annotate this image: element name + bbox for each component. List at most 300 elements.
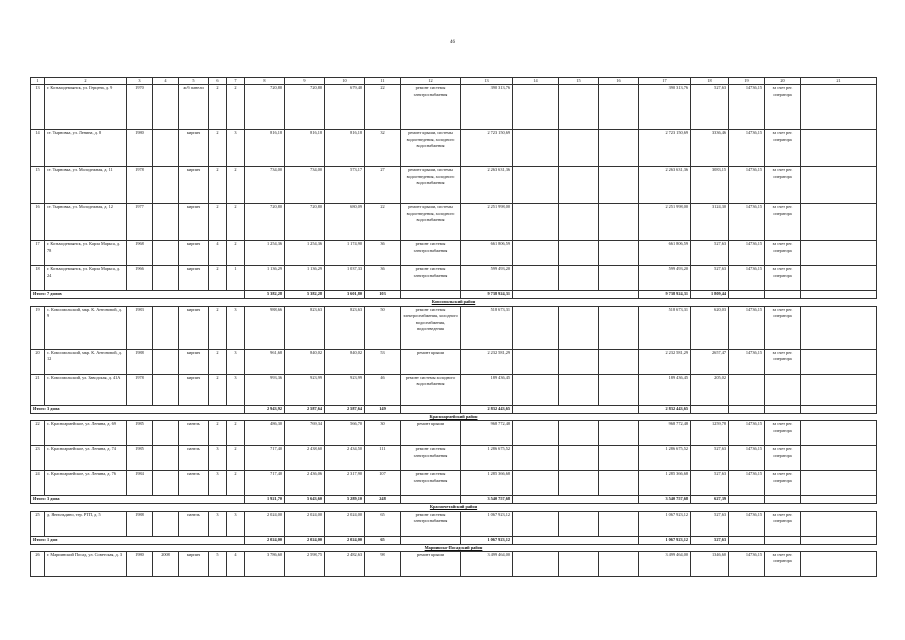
table-cell: 46: [365, 374, 401, 405]
subtotal-cell: [729, 291, 765, 299]
subtotal-cell: [729, 536, 765, 544]
table-cell: 1984: [127, 471, 153, 496]
table-row: [31, 421, 877, 446]
subtotal-cell: [729, 496, 765, 504]
table-cell: 14736,15: [729, 266, 765, 291]
table-cell: 14736,15: [729, 349, 765, 374]
table-cell: [801, 349, 877, 374]
table-cell: 518 673,31: [639, 306, 691, 349]
table-cell: 527,63: [691, 471, 729, 496]
table-cell: 14736,15: [729, 85, 765, 130]
table-cell: 1988: [127, 511, 153, 536]
table-cell: 20: [31, 349, 45, 374]
table-cell: 527,63: [691, 241, 729, 266]
table-cell: 2 232 581,29: [639, 349, 691, 374]
table-cell: кирпич: [179, 374, 209, 405]
table-cell: ремонт крыши: [401, 552, 461, 577]
subtotal-cell: 5 382,28: [285, 291, 325, 299]
table-cell: ремонт крыши: [401, 421, 461, 446]
table-cell: с. Красноармейское, ул. Ленина, д. 76: [45, 471, 127, 496]
table-cell: кирпич: [179, 266, 209, 291]
table-row: [31, 446, 877, 471]
subtotal-cell: 2 832 443,65: [639, 405, 691, 413]
table-cell: за счет рег. оператора: [765, 552, 801, 577]
table-cell: 1346,60: [691, 552, 729, 577]
table-cell: 1 286 675,52: [639, 446, 691, 471]
table-cell: 2: [227, 446, 245, 471]
table-cell: 923,99: [325, 374, 365, 405]
subtotal-cell: 149: [365, 405, 401, 413]
table-cell: [801, 471, 877, 496]
table-cell: [153, 130, 179, 167]
table-cell: [801, 374, 877, 405]
table-cell: 2 317,90: [325, 471, 365, 496]
table-cell: [599, 241, 639, 266]
table-cell: 2: [209, 85, 227, 130]
table-cell: 968 772,48: [639, 421, 691, 446]
table-cell: 2 263 631,36: [639, 167, 691, 204]
subtotal-cell: 527,63: [691, 536, 729, 544]
table-cell: 30: [365, 421, 401, 446]
subtotal-cell: [401, 536, 461, 544]
table-cell: [513, 266, 559, 291]
column-number-3: 3: [127, 78, 153, 85]
subtotal-row: [31, 405, 877, 413]
table-cell: [559, 306, 599, 349]
table-cell: 27: [365, 167, 401, 204]
table-cell: панель: [179, 471, 209, 496]
subtotal-cell: [801, 536, 877, 544]
subtotal-cell: [691, 405, 729, 413]
subtotal-row: [31, 291, 877, 299]
table-cell: [153, 167, 179, 204]
table-cell: 2 251 998,00: [461, 204, 513, 241]
table-cell: 390 313,76: [639, 85, 691, 130]
table-cell: [801, 266, 877, 291]
table-cell: 2657,47: [691, 349, 729, 374]
table-cell: 679,40: [325, 85, 365, 130]
table-cell: [513, 167, 559, 204]
table-cell: [513, 130, 559, 167]
table-cell: 2: [227, 204, 245, 241]
column-number-15: 15: [559, 78, 599, 85]
table-cell: [559, 511, 599, 536]
subtotal-cell: [765, 405, 801, 413]
table-cell: 107: [365, 471, 401, 496]
table-cell: ст. Тырновка, ул. Молодежная, д. 11: [45, 167, 127, 204]
table-cell: панель: [179, 511, 209, 536]
subtotal-cell: 2 587,64: [325, 405, 365, 413]
table-cell: 53: [365, 349, 401, 374]
table-cell: [559, 349, 599, 374]
district-title: Мариинско-Посадский район: [31, 544, 877, 551]
table-cell: кирпич: [179, 349, 209, 374]
table-cell: [153, 241, 179, 266]
table-cell: 2008: [153, 552, 179, 577]
table-cell: [559, 421, 599, 446]
table-cell: 13: [31, 85, 45, 130]
table-cell: 3 786,60: [245, 552, 285, 577]
table-cell: 14736,15: [729, 130, 765, 167]
subtotal-cell: 5 643,60: [285, 496, 325, 504]
table-cell: 14736,15: [729, 204, 765, 241]
table-cell: за счет рег. оператора: [765, 446, 801, 471]
subtotal-cell: [801, 291, 877, 299]
table-cell: 988,66: [245, 306, 285, 349]
table-cell: 3 499 464,00: [639, 552, 691, 577]
table-cell: 14: [31, 130, 45, 167]
table-cell: [513, 349, 559, 374]
table-cell: [153, 446, 179, 471]
table-cell: 717,40: [245, 471, 285, 496]
table-cell: 1988: [127, 349, 153, 374]
subtotal-cell: 65: [365, 536, 401, 544]
table-cell: 823,63: [285, 306, 325, 349]
subtotal-cell: [765, 291, 801, 299]
table-cell: 98: [365, 552, 401, 577]
subtotal-cell: 1 809,44: [691, 291, 729, 299]
table-cell: 16: [31, 204, 45, 241]
table-row: [31, 374, 877, 405]
subtotal-cell: [801, 405, 877, 413]
column-number-2: 2: [45, 78, 127, 85]
table-cell: ремонт крыши: [401, 349, 461, 374]
subtotal-cell: [513, 536, 639, 544]
table-cell: 1: [227, 266, 245, 291]
table-cell: 3: [227, 349, 245, 374]
table-cell: [559, 446, 599, 471]
table-cell: 2 436,06: [285, 471, 325, 496]
table-cell: 3336,46: [691, 130, 729, 167]
table-cell: 2 251 998,00: [639, 204, 691, 241]
table-cell: ремонт системы электроснабжения: [401, 85, 461, 130]
table-cell: ремонт системы электроснабжения: [401, 241, 461, 266]
table-cell: 22: [31, 421, 45, 446]
subtotal-cell: 103: [365, 291, 401, 299]
table-cell: 1970: [127, 85, 153, 130]
table-cell: 620,03: [691, 306, 729, 349]
table-cell: [599, 552, 639, 577]
table-cell: 2 438,60: [285, 446, 325, 471]
table-cell: 2 723 150,69: [639, 130, 691, 167]
table-cell: 599 493,20: [639, 266, 691, 291]
subtotal-cell: 5 289,10: [325, 496, 365, 504]
table-cell: 680,09: [325, 204, 365, 241]
table-body: [31, 78, 877, 577]
column-number-19: 19: [729, 78, 765, 85]
table-cell: 527,63: [691, 446, 729, 471]
subtotal-row: [31, 536, 877, 544]
table-cell: за счет рег. оператора: [765, 306, 801, 349]
table-cell: 1 254,36: [245, 241, 285, 266]
table-cell: [513, 241, 559, 266]
table-cell: г. Мариинский Посад, ул. Советская, д. 3: [45, 552, 127, 577]
table-cell: [599, 266, 639, 291]
table-cell: 566,70: [325, 421, 365, 446]
column-number-11: 11: [365, 78, 401, 85]
table-cell: 599 493,20: [461, 266, 513, 291]
subtotal-label: Итого: 7 домов: [31, 291, 245, 299]
table-cell: 2: [227, 85, 245, 130]
column-number-16: 16: [599, 78, 639, 85]
table-cell: 3: [227, 511, 245, 536]
table-cell: кирпич: [179, 306, 209, 349]
table-cell: 2: [209, 167, 227, 204]
table-cell: [765, 374, 801, 405]
table-cell: 14736,15: [729, 511, 765, 536]
table-row: [31, 167, 877, 204]
table-cell: 527,63: [691, 511, 729, 536]
subtotal-cell: [513, 291, 639, 299]
table-cell: 3: [227, 130, 245, 167]
subtotal-cell: [401, 496, 461, 504]
district-title: Красноармейский район: [31, 413, 877, 420]
table-cell: 19: [31, 306, 45, 349]
table-cell: 32: [365, 130, 401, 167]
table-cell: 1259,78: [691, 421, 729, 446]
table-cell: за счет рег. оператора: [765, 471, 801, 496]
table-cell: 14736,15: [729, 471, 765, 496]
table-row: [31, 85, 877, 130]
table-cell: ремонт системы электроснабжения, холодного водоснабжения, водоотведения: [401, 306, 461, 349]
table-cell: 14736,15: [729, 306, 765, 349]
table-cell: [559, 85, 599, 130]
subtotal-cell: 3 601,80: [325, 291, 365, 299]
table-cell: с. Комсомольский, мкр. К. Антоновой, д. 12: [45, 349, 127, 374]
table-cell: [599, 85, 639, 130]
column-number-20: 20: [765, 78, 801, 85]
table-cell: [801, 306, 877, 349]
table-cell: 2 723 150,69: [461, 130, 513, 167]
table-cell: 24: [31, 471, 45, 496]
table-cell: 5: [209, 552, 227, 577]
table-cell: 1985: [127, 421, 153, 446]
subtotal-cell: 3 540 757,68: [461, 496, 513, 504]
table-cell: за счет рег. оператора: [765, 511, 801, 536]
table-cell: [153, 306, 179, 349]
subtotal-cell: 627,39: [691, 496, 729, 504]
table-cell: 2: [209, 374, 227, 405]
table-cell: 205,02: [691, 374, 729, 405]
table-cell: [801, 552, 877, 577]
district-section-header: [31, 413, 877, 420]
table-cell: 15: [31, 167, 45, 204]
table-cell: ремонт системы электроснабжения: [401, 446, 461, 471]
table-cell: 1 285 366,68: [639, 471, 691, 496]
table-cell: 1980: [127, 552, 153, 577]
table-cell: 17: [31, 241, 45, 266]
table-cell: за счет рег. оператора: [765, 241, 801, 266]
table-cell: 717,40: [245, 446, 285, 471]
table-cell: 3083,15: [691, 167, 729, 204]
table-cell: 1 174,90: [325, 241, 365, 266]
table-cell: [513, 374, 559, 405]
table-cell: 720,80: [245, 204, 285, 241]
subtotal-cell: [765, 536, 801, 544]
table-cell: 1985: [127, 446, 153, 471]
table-cell: [801, 421, 877, 446]
table-cell: 50: [365, 306, 401, 349]
table-cell: кирпич: [179, 552, 209, 577]
table-cell: [513, 85, 559, 130]
column-number-10: 10: [325, 78, 365, 85]
table-row: [31, 471, 877, 496]
table-cell: 189 436,45: [639, 374, 691, 405]
table-cell: [559, 241, 599, 266]
table-cell: за счет рег. оператора: [765, 421, 801, 446]
table-cell: [801, 130, 877, 167]
table-cell: 2: [227, 471, 245, 496]
table-cell: 189 436,45: [461, 374, 513, 405]
table-cell: с. Красноармейское, ул. Ленина, д. 69: [45, 421, 127, 446]
table-cell: 2: [227, 167, 245, 204]
table-cell: с. Комсомольский, мкр. К. Антоновой, д. 9: [45, 306, 127, 349]
table-cell: [801, 446, 877, 471]
table-row: [31, 241, 877, 266]
district-section-header: [31, 544, 877, 551]
table-cell: кирпич: [179, 130, 209, 167]
table-cell: 1 286 675,52: [461, 446, 513, 471]
table-cell: 14736,15: [729, 241, 765, 266]
table-cell: [599, 204, 639, 241]
table-cell: [513, 552, 559, 577]
subtotal-cell: [513, 405, 639, 413]
table-cell: ж/б панели: [179, 85, 209, 130]
table-cell: 816,18: [325, 130, 365, 167]
subtotal-cell: [765, 496, 801, 504]
table-cell: 1983: [127, 306, 153, 349]
table-cell: 2 024,00: [325, 511, 365, 536]
table-row: [31, 511, 877, 536]
table-cell: 21: [31, 374, 45, 405]
table-cell: [559, 374, 599, 405]
table-row: [31, 552, 877, 577]
table-cell: 26: [31, 552, 45, 577]
table-cell: 14736,15: [729, 552, 765, 577]
table-cell: 968 772,48: [461, 421, 513, 446]
table-cell: 36: [365, 241, 401, 266]
table-cell: 823,63: [325, 306, 365, 349]
table-cell: за счет рег. оператора: [765, 130, 801, 167]
table-cell: 1 254,36: [285, 241, 325, 266]
table-cell: 111: [365, 446, 401, 471]
table-cell: [153, 204, 179, 241]
subtotal-cell: 1 067 923,12: [639, 536, 691, 544]
table-cell: [801, 204, 877, 241]
table-cell: ремонт системы электроснабжения: [401, 471, 461, 496]
table-cell: [599, 511, 639, 536]
table-cell: ремонт крыши, системы водоотведения, холодного водоснабжения: [401, 167, 461, 204]
table-cell: [513, 511, 559, 536]
page-number: 46: [450, 40, 455, 45]
table-cell: 2: [209, 266, 227, 291]
column-number-12: 12: [401, 78, 461, 85]
table-cell: 2: [209, 349, 227, 374]
table-cell: 22: [365, 204, 401, 241]
table-cell: ст. Тырновка, ул. Молодежная, д. 12: [45, 204, 127, 241]
column-number-21: 21: [801, 78, 877, 85]
table-cell: за счет рег. оператора: [765, 266, 801, 291]
subtotal-label: Итого: 3 дома: [31, 496, 245, 504]
table-cell: 769,34: [285, 421, 325, 446]
table-cell: 816,18: [245, 130, 285, 167]
table-cell: 2: [227, 421, 245, 446]
table-cell: 1966: [127, 266, 153, 291]
subtotal-cell: 2 832 443,65: [461, 405, 513, 413]
table-cell: 4: [227, 552, 245, 577]
table-cell: 2 024,00: [285, 511, 325, 536]
subtotal-cell: 9 738 924,31: [639, 291, 691, 299]
column-number-6: 6: [209, 78, 227, 85]
table-cell: 840,02: [325, 349, 365, 374]
table-cell: 993,36: [245, 374, 285, 405]
table-cell: 3: [209, 446, 227, 471]
table-cell: 65: [365, 511, 401, 536]
subtotal-cell: 2 024,00: [245, 536, 285, 544]
table-cell: 2 482,63: [325, 552, 365, 577]
table-cell: [153, 85, 179, 130]
table-cell: 1977: [127, 204, 153, 241]
column-number-17: 17: [639, 78, 691, 85]
district-title: Комсомольский район: [31, 299, 877, 306]
table-cell: [599, 446, 639, 471]
table-cell: 720,80: [245, 85, 285, 130]
column-number-8: 8: [245, 78, 285, 85]
column-number-5: 5: [179, 78, 209, 85]
table-cell: панель: [179, 446, 209, 471]
district-section-header: [31, 504, 877, 511]
table-cell: [513, 306, 559, 349]
table-row: [31, 349, 877, 374]
table-cell: 14736,15: [729, 167, 765, 204]
table-cell: [153, 374, 179, 405]
table-cell: 3: [227, 306, 245, 349]
table-cell: [153, 471, 179, 496]
table-cell: 720,80: [285, 204, 325, 241]
table-cell: [153, 266, 179, 291]
table-row: [31, 266, 877, 291]
table-cell: [513, 421, 559, 446]
subtotal-cell: 9 738 924,31: [461, 291, 513, 299]
table-cell: 2: [209, 421, 227, 446]
subtotal-cell: 2 024,00: [285, 536, 325, 544]
table-cell: [513, 204, 559, 241]
table-cell: [801, 511, 877, 536]
table-cell: 1968: [127, 241, 153, 266]
table-cell: панель: [179, 421, 209, 446]
table-cell: [599, 421, 639, 446]
table-cell: 1978: [127, 374, 153, 405]
table-cell: [801, 85, 877, 130]
subtotal-cell: 1 067 923,12: [461, 536, 513, 544]
table-row: [31, 204, 877, 241]
capital-repair-table: [30, 77, 877, 577]
table-cell: 2: [209, 204, 227, 241]
table-cell: [559, 204, 599, 241]
table-cell: 3: [227, 374, 245, 405]
subtotal-label: Итого: 3 дома: [31, 405, 245, 413]
table-cell: 2 263 631,36: [461, 167, 513, 204]
table-cell: 2 024,00: [245, 511, 285, 536]
subtotal-cell: 2 024,00: [325, 536, 365, 544]
subtotal-row: [31, 496, 877, 504]
table-cell: 486,30: [245, 421, 285, 446]
table-cell: 2 598,75: [285, 552, 325, 577]
table-cell: 734,00: [245, 167, 285, 204]
table-cell: 36: [365, 266, 401, 291]
table-cell: 2: [227, 241, 245, 266]
column-number-14: 14: [513, 78, 559, 85]
